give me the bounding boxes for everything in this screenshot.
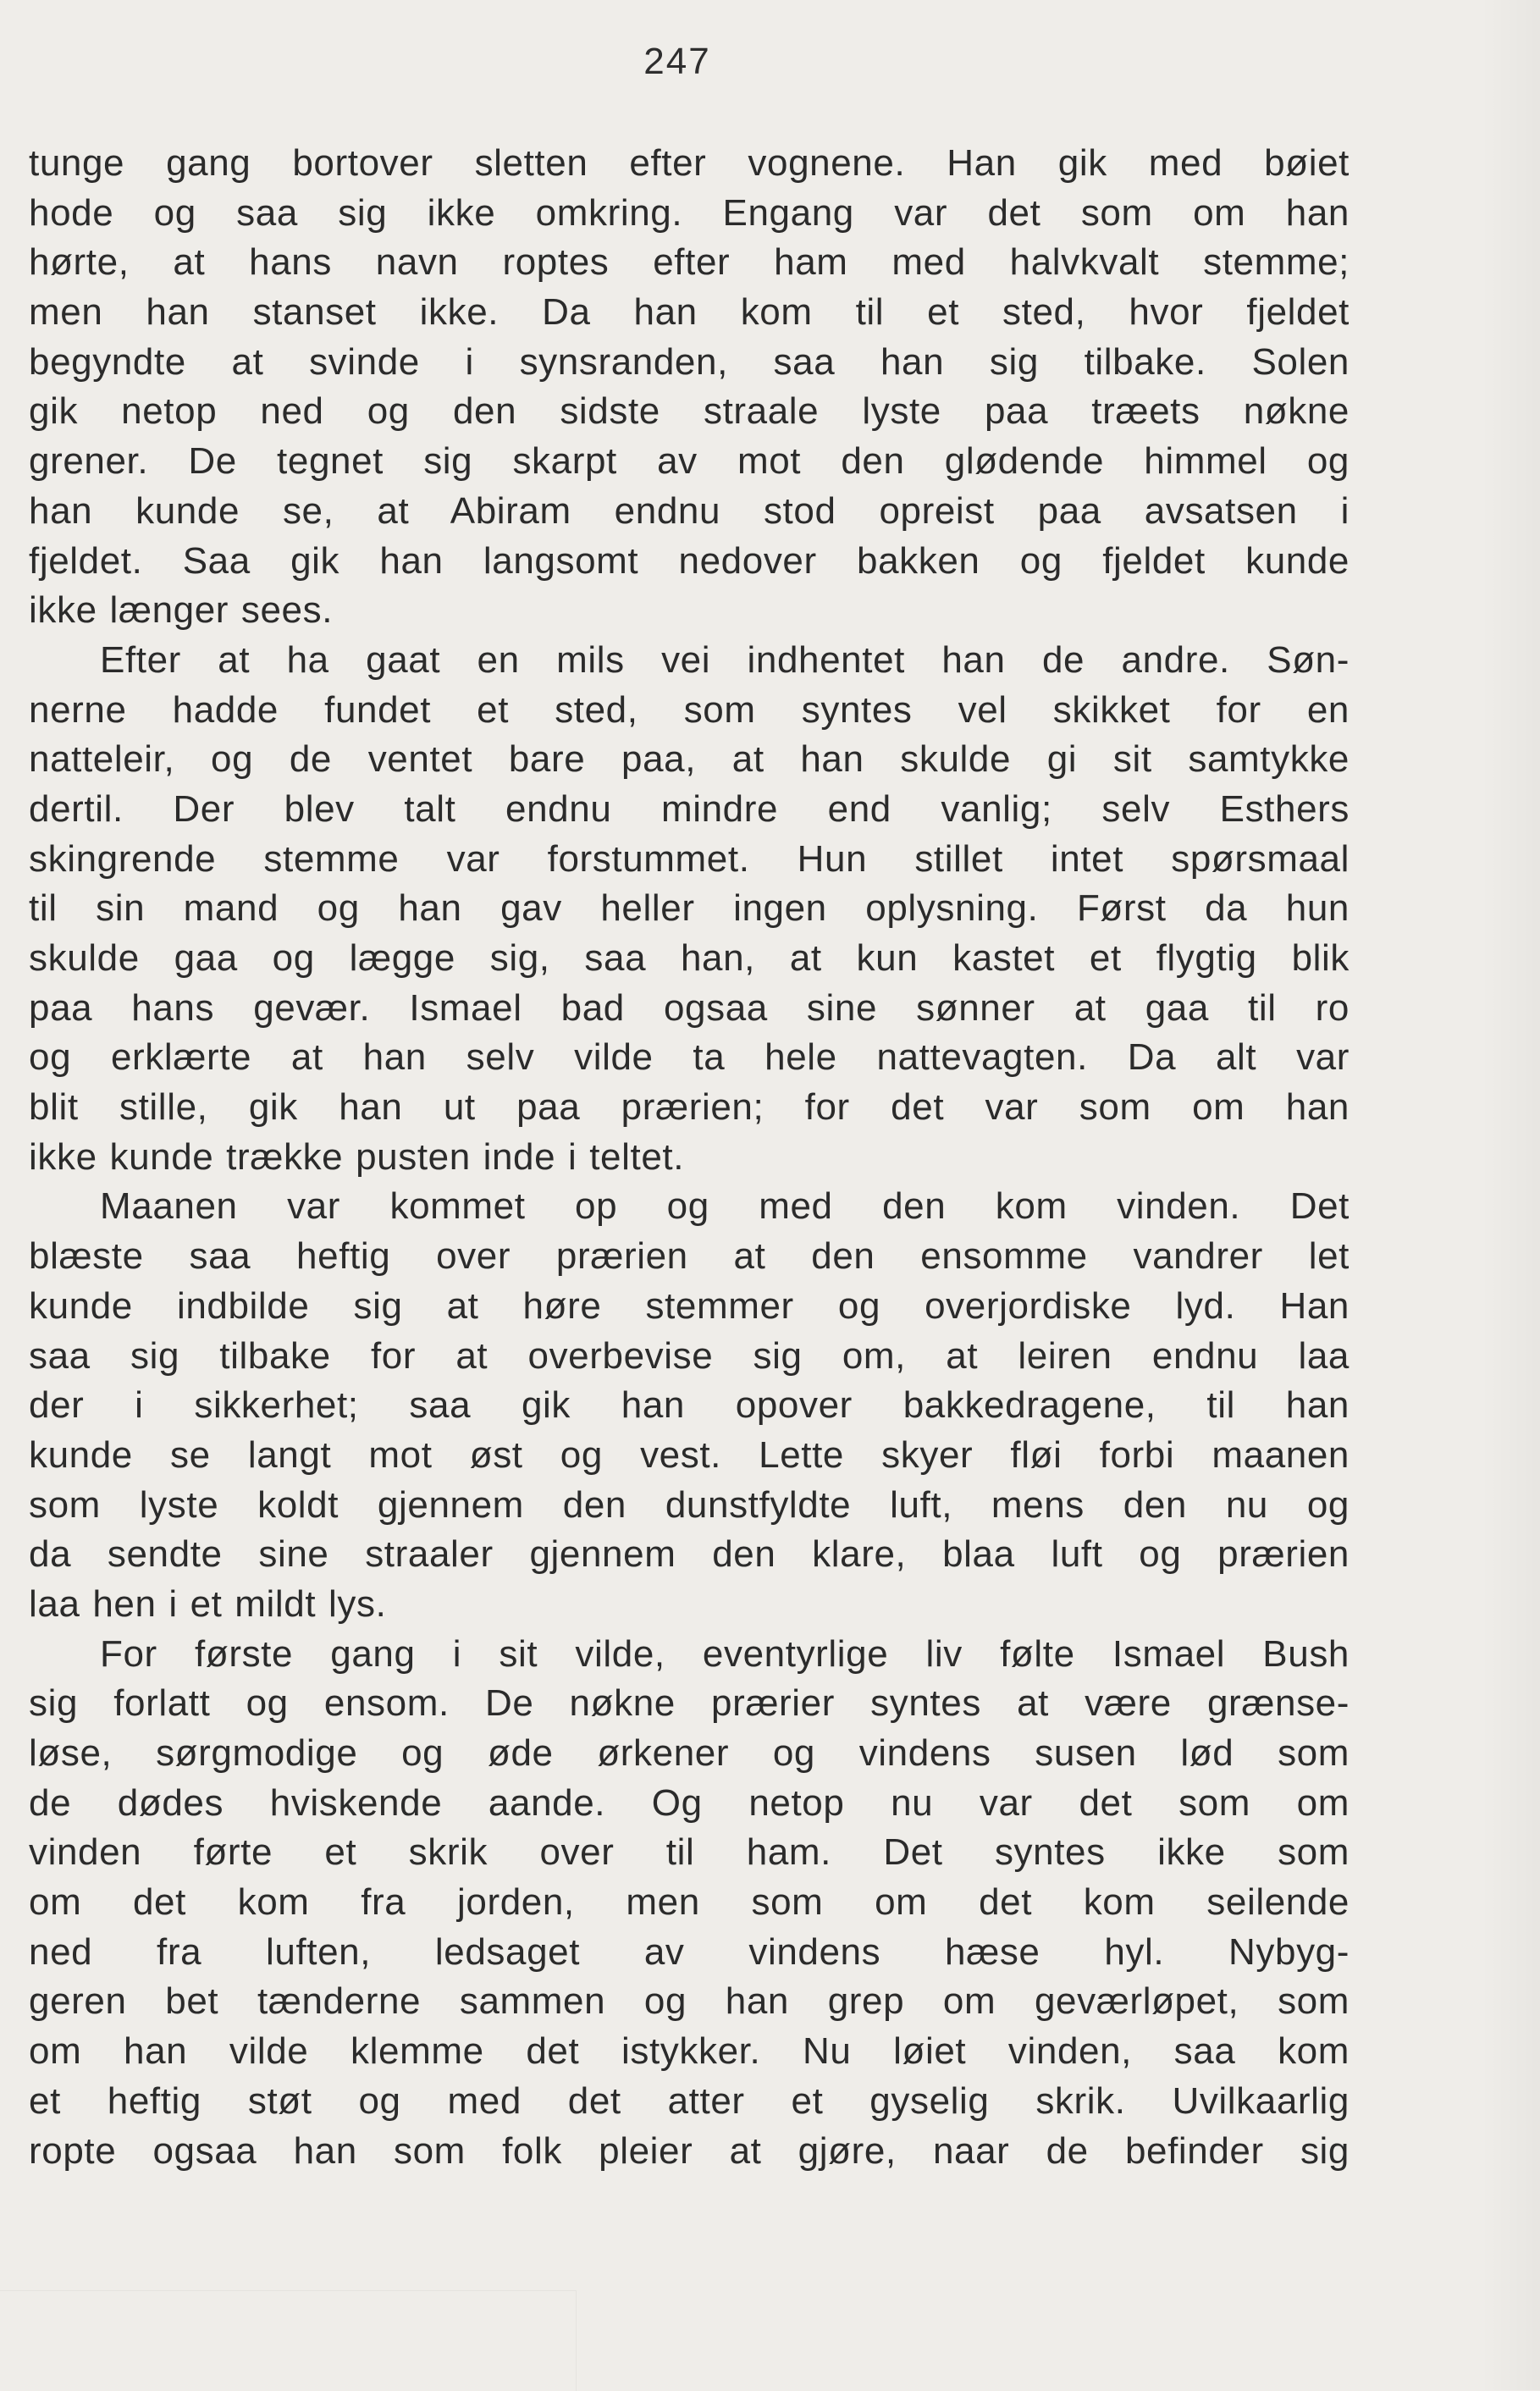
text-line: om han vilde klemme det istykker. Nu løiet vinden, saa kom — [29, 2030, 1350, 2073]
text-line: ropte ogsaa han som folk pleier at gjøre, naar de befinder sig — [29, 2129, 1350, 2172]
text-line: gik netop ned og den sidste straale lyste paa træets nøkne — [29, 390, 1350, 433]
text-line: men han stanset ikke. Da han kom til et sted, hvor fjeldet — [29, 291, 1350, 334]
text-line: ikke kunde trække pusten inde i teltet. — [29, 1135, 685, 1178]
text-line: der i sikkerhet; saa gik han opover bakkedragene, til han — [29, 1384, 1350, 1427]
text-line: hørte, at hans navn roptes efter ham med halvkvalt stemme; — [29, 241, 1350, 284]
text-line: Efter at ha gaat en mils vei indhentet han de andre. Søn- — [100, 638, 1350, 681]
text-line: Maanen var kommet op og med den kom vinden. Det — [100, 1185, 1350, 1228]
scan-artifact — [0, 2290, 577, 2391]
text-line: blæste saa heftig over prærien at den ensomme vandrer let — [29, 1235, 1350, 1278]
text-line: ned fra luften, ledsaget av vindens hæse hyl. Nybyg- — [29, 1930, 1350, 1973]
text-line: skingrende stemme var forstummet. Hun stillet intet spørsmaal — [29, 837, 1350, 880]
text-line: tunge gang bortover sletten efter vognene. Han gik med bøiet — [29, 142, 1350, 184]
text-line: kunde indbilde sig at høre stemmer og overjordiske lyd. Han — [29, 1284, 1350, 1327]
text-line: ikke længer sees. — [29, 589, 334, 632]
text-line: da sendte sine straaler gjennem den klare, blaa luft og prærien — [29, 1533, 1350, 1576]
page-number: 247 — [643, 41, 711, 82]
text-line: og erklærte at han selv vilde ta hele nattevagten. Da alt var — [29, 1036, 1350, 1079]
text-line: nerne hadde fundet et sted, som syntes vel skikket for en — [29, 688, 1350, 731]
text-line: laa hen i et mildt lys. — [29, 1582, 387, 1625]
text-line: som lyste koldt gjennem den dunstfyldte luft, mens den nu og — [29, 1483, 1350, 1526]
text-line: løse, sørgmodige og øde ørkener og vindens susen lød som — [29, 1732, 1350, 1774]
text-line: dertil. Der blev talt endnu mindre end vanlig; selv Esthers — [29, 787, 1350, 830]
text-line: blit stille, gik han ut paa prærien; for det var som om han — [29, 1086, 1350, 1129]
text-line: vinden førte et skrik over til ham. Det syntes ikke som — [29, 1831, 1350, 1874]
text-line: natteleir, og de ventet bare paa, at han skulde gi sit samtykke — [29, 738, 1350, 781]
text-line: grener. De tegnet sig skarpt av mot den glødende himmel og — [29, 440, 1350, 483]
text-line: For første gang i sit vilde, eventyrlige liv følte Ismael Bush — [100, 1632, 1350, 1675]
text-line: sig forlatt og ensom. De nøkne prærier syntes at være grænse- — [29, 1682, 1350, 1725]
text-line: saa sig tilbake for at overbevise sig om, at leiren endnu laa — [29, 1334, 1350, 1377]
text-line: om det kom fra jorden, men som om det kom seilende — [29, 1881, 1350, 1924]
text-line: geren bet tænderne sammen og han grep om geværløpet, som — [29, 1980, 1350, 2023]
text-line: paa hans gevær. Ismael bad ogsaa sine sønner at gaa til ro — [29, 986, 1350, 1029]
text-line: de dødes hviskende aande. Og netop nu var det som om — [29, 1781, 1350, 1824]
text-line: et heftig støt og med det atter et gyselig skrik. Uvilkaarlig — [29, 2079, 1350, 2122]
text-line: skulde gaa og lægge sig, saa han, at kun kastet et flygtig blik — [29, 937, 1350, 979]
body-text — [29, 139, 1350, 2176]
text-line: fjeldet. Saa gik han langsomt nedover bakken og fjeldet kunde — [29, 539, 1350, 582]
page-edge-shade — [1481, 0, 1540, 2390]
text-line: til sin mand og han gav heller ingen oplysning. Først da hun — [29, 887, 1350, 930]
text-line: han kunde se, at Abiram endnu stod opreist paa avsatsen i — [29, 489, 1350, 532]
text-line: kunde se langt mot øst og vest. Lette skyer fløi forbi maanen — [29, 1433, 1350, 1476]
text-line: hode og saa sig ikke omkring. Engang var det som om han — [29, 191, 1350, 234]
text-line: begyndte at svinde i synsranden, saa han sig tilbake. Solen — [29, 340, 1350, 383]
